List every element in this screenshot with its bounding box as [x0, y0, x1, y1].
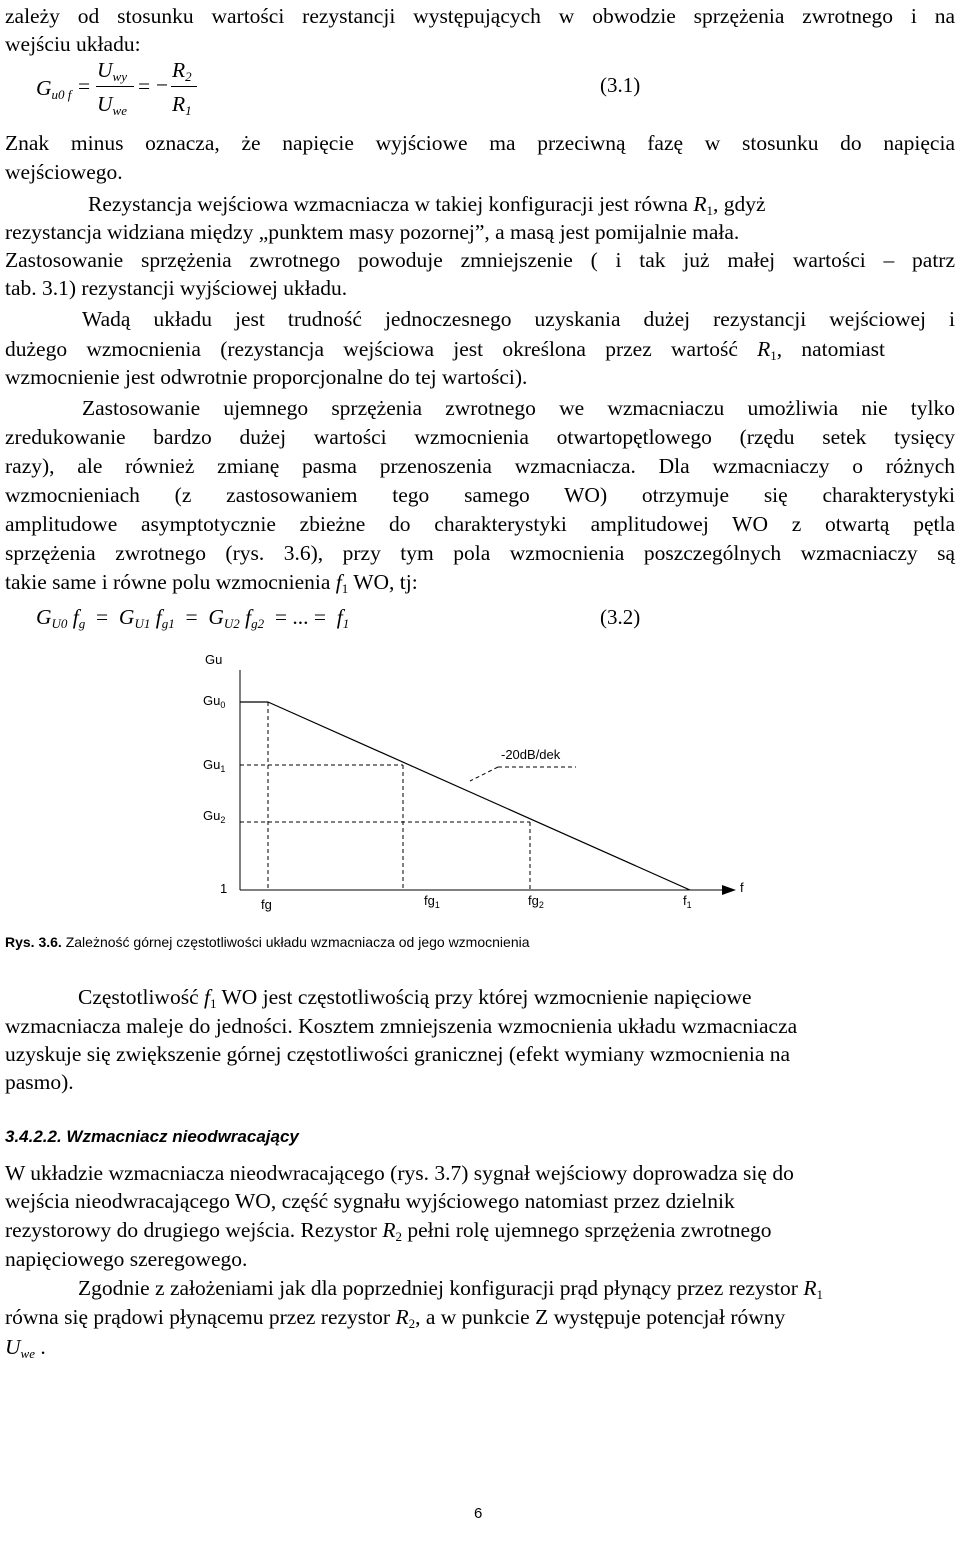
para7-line-2: równa się prądowi płynącemu przez rezystor $R_2$, a w punkcie Z występuje potencjał równy [5, 1305, 786, 1331]
slope-label: -20dB/dek [501, 747, 561, 762]
level-label-gu0: $Gu_0$ [203, 693, 226, 710]
eq31-fraction-bar-2 [171, 86, 197, 87]
para4-line-4: wzmocnieniach (z zastosowaniem tego samego WO) otrzymuje się charakterystyki [5, 483, 955, 507]
eq31-minus: − [156, 73, 169, 97]
para5-line-1: Częstotliwość $f_1$ WO jest częstotliwością przy której wzmocnienie napięciowe [78, 985, 752, 1011]
eq31-equals-1: = [78, 74, 91, 98]
para7-line-1: Zgodnie z założeniami jak dla poprzedniej konfiguracji prąd płynący przez rezystor $R_1$ [78, 1276, 823, 1302]
para4-line-7: takie same i równe polu wzmocnienia $f_1$ WO, tj: [5, 570, 418, 596]
slope-annotation-leader [470, 767, 498, 781]
x-axis-label: f [740, 880, 744, 895]
x-axis-arrow-icon [722, 885, 736, 895]
para5-line-2: wzmacniacza maleje do jedności. Kosztem zmniejszenia wzmocnienia układu wzmacniacza [5, 1014, 798, 1038]
figure-caption: Rys. 3.6. Zależność górnej częstotliwości układu wzmacniacza od jego wzmocnienia [5, 934, 530, 950]
para2-line-2: rezystancja widziana między „punktem masy pozornej”, a masą jest pomijalnie mała. [5, 220, 740, 244]
para4-line-6: sprzężenia zwrotnego (rys. 3.6), przy tym pola wzmocnienia poszczególnych wzmacniaczy są [5, 541, 955, 565]
eq31-den1: $U_{we}$ [97, 92, 127, 118]
x-label-fg1: $fg_1$ [424, 893, 440, 910]
para1-line-2: wejściowego. [5, 160, 123, 184]
section-heading: 3.4.2.2. Wzmacniacz nieodwracający [5, 1127, 299, 1146]
para5-line-3: uzyskuje się zwiększenie górnej częstotliwości granicznej (efekt wymiany wzmocnienia na [5, 1042, 791, 1066]
para3-line-3: wzmocnienie jest odwrotnie proporcjonalne do tej wartości). [5, 365, 528, 389]
para5-line-4: pasmo). [5, 1070, 74, 1094]
para2-line-3: Zastosowanie sprzężenia zwrotnego powoduje zmniejszenie ( i tak już małej wartości – patrz [5, 248, 955, 272]
eq32-number: (3.2) [600, 605, 641, 629]
para2-line-1: Rezystancja wejściowa wzmacniacza w takiej konfiguracji jest równa $R_1$, gdyż [88, 192, 766, 218]
intro-line-2: wejściu układu: [5, 32, 141, 56]
level-label-gu2: $Gu_2$ [203, 808, 226, 825]
eq31-equals-2: = [138, 74, 151, 98]
para4-line-2: zredukowanie bardzo dużej wartości wzmocnienia otwartopętlowego (rzędu setek tysięcy [5, 425, 955, 449]
x-label-fg: fg [261, 897, 272, 912]
para6-line-4: napięciowego szeregowego. [5, 1247, 248, 1271]
bode-plot [0, 640, 760, 910]
para6-line-1: W układzie wzmacniacza nieodwracającego (rys. 3.7) sygnał wejściowy doprowadza się do [5, 1161, 794, 1185]
x-label-f1: $f_1$ [683, 893, 692, 910]
para3-line-2: dużego wzmocnienia (rezystancja wejściowa jest określona przez wartość $R_1$, natomiast [5, 337, 885, 363]
eq31-fraction-bar-1 [96, 86, 134, 87]
x-label-fg2: $fg_2$ [528, 893, 544, 910]
level-label-1: 1 [220, 881, 228, 896]
eq31-number: (3.1) [600, 73, 641, 97]
para2-line-4: tab. 3.1) rezystancji wyjściowej układu. [5, 276, 348, 300]
para4-line-1: Zastosowanie ujemnego sprzężenia zwrotnego we wzmacniaczu umożliwia nie tylko [82, 396, 955, 420]
para4-line-3: razy), ale również zmianę pasma przenoszenia wzmacniacza. Dla wzmacniaczy o różnych [5, 454, 955, 478]
page-number: 6 [474, 1505, 483, 1522]
eq31-den2: $R_1$ [172, 92, 192, 118]
para1-line-1: Znak minus oznacza, że napięcie wyjściowe ma przeciwną fazę w stosunku do napięcia [5, 131, 955, 155]
para4-line-5: amplitudowe asymptotycznie zbieżne do charakterystyki amplitudowej WO z otwartą pętla [5, 512, 955, 536]
eq31-lhs: $G_{u0 f}$ [36, 76, 72, 102]
eq31-num1: $U_{wy}$ [97, 58, 127, 84]
para7-line-3: $U_{we}$ . [5, 1335, 46, 1361]
y-axis-label: Gu [205, 652, 223, 667]
para6-line-2: wejścia nieodwracającego WO, część sygnału wyjściowego natomiast przez dzielnik [5, 1189, 735, 1213]
response-slope [268, 702, 690, 890]
intro-line-1: zależy od stosunku wartości rezystancji występujących w obwodzie sprzężenia zwrotnego i na [5, 4, 955, 28]
eq31-num2: $R_2$ [172, 58, 192, 84]
level-label-gu1: $Gu_1$ [203, 757, 226, 774]
equation-3-2: $G_{U0}$ $f_g = G_{U1}$ $f_{g1} = G_{U2}$ $f_{g2}$ = ... = $f_1$ [36, 605, 350, 631]
para6-line-3: rezystorowy do drugiego wejścia. Rezystor $R_2$ pełni rolę ujemnego sprzężenia zwrotnego [5, 1218, 772, 1244]
para3-line-1: Wadą układu jest trudność jednoczesnego uzyskania dużej rezystancji wejściowej i [82, 307, 955, 331]
